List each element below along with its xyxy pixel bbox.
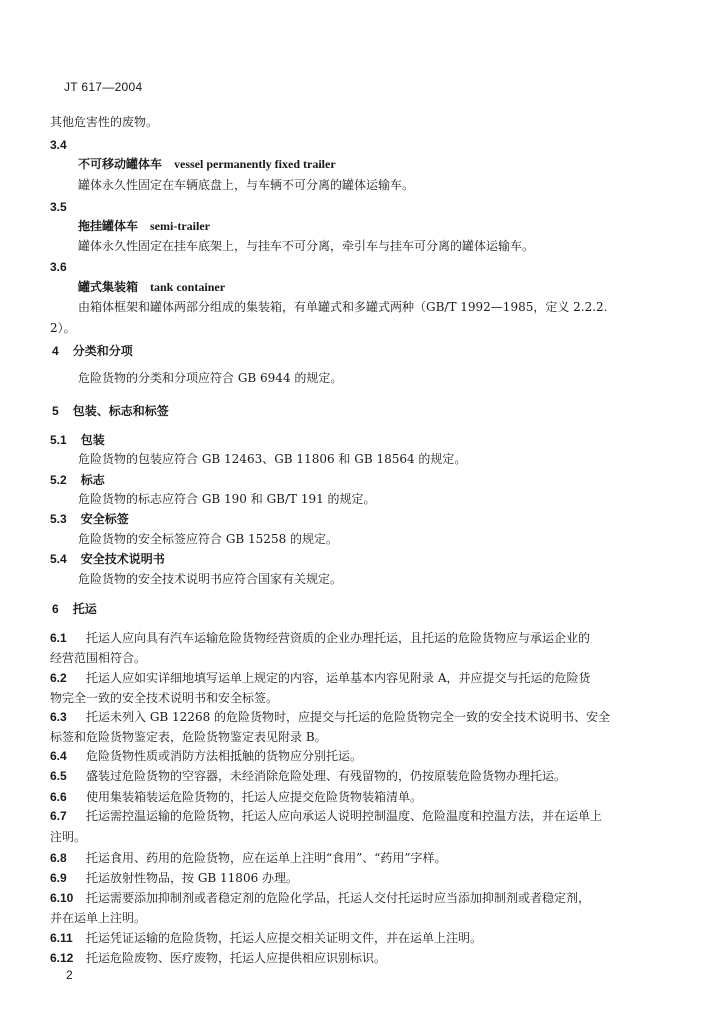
clause-line — [50, 890, 590, 906]
clause-line — [50, 670, 590, 686]
clause-number — [50, 137, 81, 153]
page-number: 2 — [66, 968, 73, 982]
term-line — [78, 156, 336, 172]
clause-number-label: 6.7 — [50, 809, 67, 823]
subsection-title: 安全技术说明书 — [80, 552, 165, 566]
clause-number-label: 5.4 — [50, 552, 67, 566]
clause-number — [50, 259, 81, 275]
clause-number — [50, 199, 81, 215]
line-text: 危险货物的分类和分项应符合 GB 6944 的规定。 — [78, 371, 343, 385]
clause-number-label: 6.8 — [50, 851, 67, 865]
clause-number-label: 5.3 — [50, 512, 67, 526]
section-heading — [52, 601, 97, 617]
clause-number-label: 6.2 — [50, 671, 67, 685]
term-english: semi-trailer — [150, 219, 210, 233]
section-title: 分类和分项 — [72, 344, 133, 358]
section-heading — [52, 403, 169, 419]
subsection-heading — [50, 551, 165, 567]
line-text: 注明。 — [50, 830, 87, 844]
term-english: vessel permanently fixed trailer — [174, 157, 336, 171]
clause-line — [50, 808, 602, 824]
paragraph-line — [78, 299, 608, 315]
line-text: 标签和危险货物鉴定表，危险货物鉴定表见附录 B。 — [50, 730, 327, 744]
paragraph-line — [78, 531, 338, 547]
subsection-title: 包装 — [80, 433, 105, 447]
line-text: 并在运单上注明。 — [50, 911, 147, 925]
line-text: 危险货物的包装应符合 GB 12463、GB 11806 和 GB 18564 的规定。 — [78, 452, 467, 466]
clause-number-label: 6.12 — [50, 951, 74, 965]
subsection-title: 标志 — [80, 473, 105, 487]
paragraph-line — [78, 238, 534, 254]
clause-text: 托运人应如实详细地填写运单上规定的内容，运单基本内容见附录 A，并应提交与托运的危险货 — [86, 671, 591, 685]
clause-number-label: 5.2 — [50, 473, 67, 487]
clause-number-label: 6.11 — [50, 931, 73, 945]
term-english: tank container — [150, 280, 226, 294]
continuation-line — [50, 114, 158, 130]
clause-number-label: 5.1 — [50, 433, 67, 447]
line-text: 危险货物的标志应符合 GB 190 和 GB/T 191 的规定。 — [78, 492, 376, 506]
clause-line — [50, 709, 610, 725]
subsection-heading — [50, 511, 129, 527]
clause-text: 托运危险废物、医疗废物，托运人应提供相应识别标识。 — [86, 951, 387, 965]
clause-text: 托运凭证运输的危险货物，托运人应提交相关证明文件，并在运单上注明。 — [86, 931, 483, 945]
document-header: JT 617—2004 — [64, 80, 143, 94]
clause-number-label: 6.10 — [50, 891, 74, 905]
clause-text: 托运食用、药用的危险货物，应在运单上注明“食用”、“药用”字样。 — [86, 851, 447, 865]
continuation-line — [50, 729, 327, 745]
section-title: 包装、标志和标签 — [72, 404, 169, 418]
continuation-line — [50, 650, 146, 666]
term-chinese: 罐式集装箱 — [78, 280, 139, 294]
clause-text: 托运需控温运输的危险货物，托运人应向承运人说明控制温度、危险温度和控温方法，并在运单上 — [86, 809, 603, 823]
clause-line — [50, 930, 482, 946]
section-number: 6 — [52, 602, 59, 616]
subsection-heading — [50, 472, 105, 488]
term-chinese: 拖挂罐体车 — [78, 219, 139, 233]
paragraph-line — [78, 571, 342, 587]
section-number: 5 — [52, 404, 59, 418]
clause-text: 托运需要添加抑制剂或者稳定剂的危险化学品，托运人交付托运时应当添加抑制剂或者稳定剂， — [86, 891, 591, 905]
term-line — [78, 218, 210, 234]
clause-text: 托运人应向具有汽车运输危险货物经营资质的企业办理托运，且托运的危险货物应与承运企业的 — [86, 631, 591, 645]
clause-number-label: 6.6 — [50, 790, 67, 804]
line-text: 危险货物的安全技术说明书应符合国家有关规定。 — [78, 572, 343, 586]
clause-text: 危险货物性质或消防方法相抵触的货物应分别托运。 — [86, 749, 363, 763]
clause-text: 盛装过危险货物的空容器，未经消除危险处理、有残留物的，仍按原装危险货物办理托运。 — [86, 769, 567, 783]
paragraph-line — [78, 177, 414, 193]
section-heading — [52, 343, 133, 359]
term-line — [78, 279, 225, 295]
clause-line — [50, 768, 566, 784]
paragraph-line — [78, 451, 466, 467]
clause-line — [50, 630, 590, 646]
continuation-line — [50, 690, 278, 706]
clause-number-label: 6.3 — [50, 710, 67, 724]
clause-number-label: 6.5 — [50, 769, 67, 783]
subsection-heading — [50, 432, 105, 448]
term-chinese: 不可移动罐体车 — [78, 157, 163, 171]
line-text: 2）。 — [50, 321, 76, 335]
line-text: 危险货物的安全标签应符合 GB 15258 的规定。 — [78, 532, 339, 546]
clause-text: 托运未列入 GB 12268 的危险货物时，应提交与托运的危险货物完全一致的安全技术说明书、安全 — [86, 710, 611, 724]
continuation-line — [50, 910, 146, 926]
section-title: 托运 — [72, 602, 97, 616]
clause-text: 托运放射性物品，按 GB 11806 办理。 — [86, 871, 299, 885]
clause-number-label: 3.6 — [50, 260, 67, 274]
line-text: 罐体永久性固定在车辆底盘上，与车辆不可分离的罐体运输车。 — [78, 178, 415, 192]
continuation-line — [50, 829, 86, 845]
continuation-line — [50, 320, 76, 336]
clause-line — [50, 950, 386, 966]
clause-number-label: 3.5 — [50, 200, 67, 214]
clause-line — [50, 748, 362, 764]
clause-number-label: 6.9 — [50, 871, 67, 885]
line-text: 其他危害性的废物。 — [50, 115, 159, 129]
subsection-title: 安全标签 — [80, 512, 129, 526]
paragraph-line — [78, 370, 342, 386]
clause-line — [50, 789, 422, 805]
section-number: 4 — [52, 344, 59, 358]
line-text: 由箱体框架和罐体两部分组成的集装箱，有单罐式和多罐式两种（GB/T 1992—1985，定义 2.2.2. — [78, 300, 608, 314]
line-text: 经营范围相符合。 — [50, 651, 147, 665]
clause-line — [50, 870, 298, 886]
clause-number-label: 6.4 — [50, 749, 67, 763]
clause-number-label: 3.4 — [50, 138, 67, 152]
clause-text: 使用集装箱装运危险货物的，托运人应提交危险货物装箱清单。 — [86, 790, 423, 804]
paragraph-line — [78, 491, 376, 507]
clause-line — [50, 850, 447, 866]
clause-number-label: 6.1 — [50, 631, 67, 645]
line-text: 罐体永久性固定在挂车底架上，与挂车不可分离，牵引车与挂车可分离的罐体运输车。 — [78, 239, 535, 253]
line-text: 物完全一致的安全技术说明书和安全标签。 — [50, 691, 279, 705]
